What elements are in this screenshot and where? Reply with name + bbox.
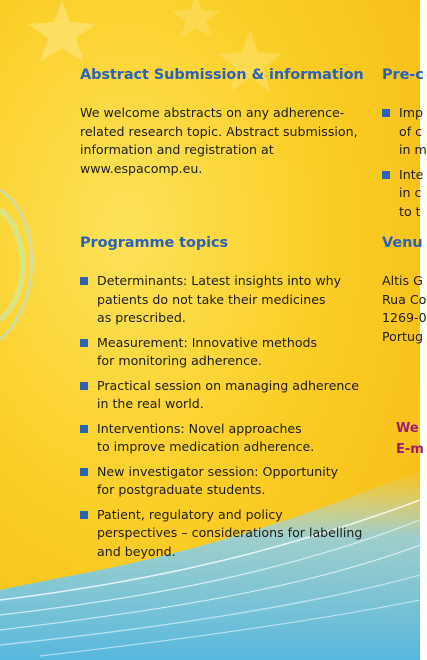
star-shape <box>172 0 220 38</box>
topic-item: Measurement: Innovative methods for monitoring adherence. <box>80 334 362 371</box>
topic-item: New investigator session: Opportunity for postgraduate students. <box>80 463 362 500</box>
venue-heading: Venu <box>382 235 423 251</box>
topic-item: Patient, regulatory and policy perspectives – considerations for labelling and beyond. <box>80 506 362 562</box>
square-bullet-icon <box>80 425 88 433</box>
contact-email[interactable]: E-m <box>396 442 424 457</box>
star-shape <box>28 0 96 62</box>
topics-heading: Programme topics <box>80 235 229 251</box>
topic-item: Practical session on managing adherence in the real world. <box>80 377 362 414</box>
abstract-heading: Abstract Submission & information <box>80 67 364 83</box>
swirl-shape <box>0 210 23 320</box>
topic-item: Determinants: Latest insights into why patients do not take their medicines as prescribed. <box>80 272 362 328</box>
square-bullet-icon <box>80 511 88 519</box>
contact-info <box>396 418 424 460</box>
website-link[interactable]: www.espacomp.eu. <box>80 160 203 176</box>
abstract-line: related research topic. Abstract submission, <box>80 123 358 139</box>
precon-item: Inte in c to t <box>382 166 427 222</box>
abstract-line: information and registration at <box>80 142 274 157</box>
square-bullet-icon <box>80 382 88 390</box>
topics-list <box>80 272 362 567</box>
square-bullet-icon <box>80 277 88 285</box>
precon-heading: Pre-c <box>382 67 424 83</box>
abstract-line: We welcome abstracts on any adherence- <box>80 105 345 120</box>
precon-list <box>382 104 427 227</box>
square-bullet-icon <box>382 171 390 179</box>
square-bullet-icon <box>80 468 88 476</box>
venue-address: Altis G Rua Co 1269-0 Portug <box>382 273 427 344</box>
precon-item: Imp of c in m <box>382 104 427 160</box>
topic-item: Interventions: Novel approaches to improve medication adherence. <box>80 420 362 457</box>
square-bullet-icon <box>382 109 390 117</box>
abstract-text <box>80 104 358 178</box>
square-bullet-icon <box>80 339 88 347</box>
contact-web[interactable]: We <box>396 421 419 436</box>
